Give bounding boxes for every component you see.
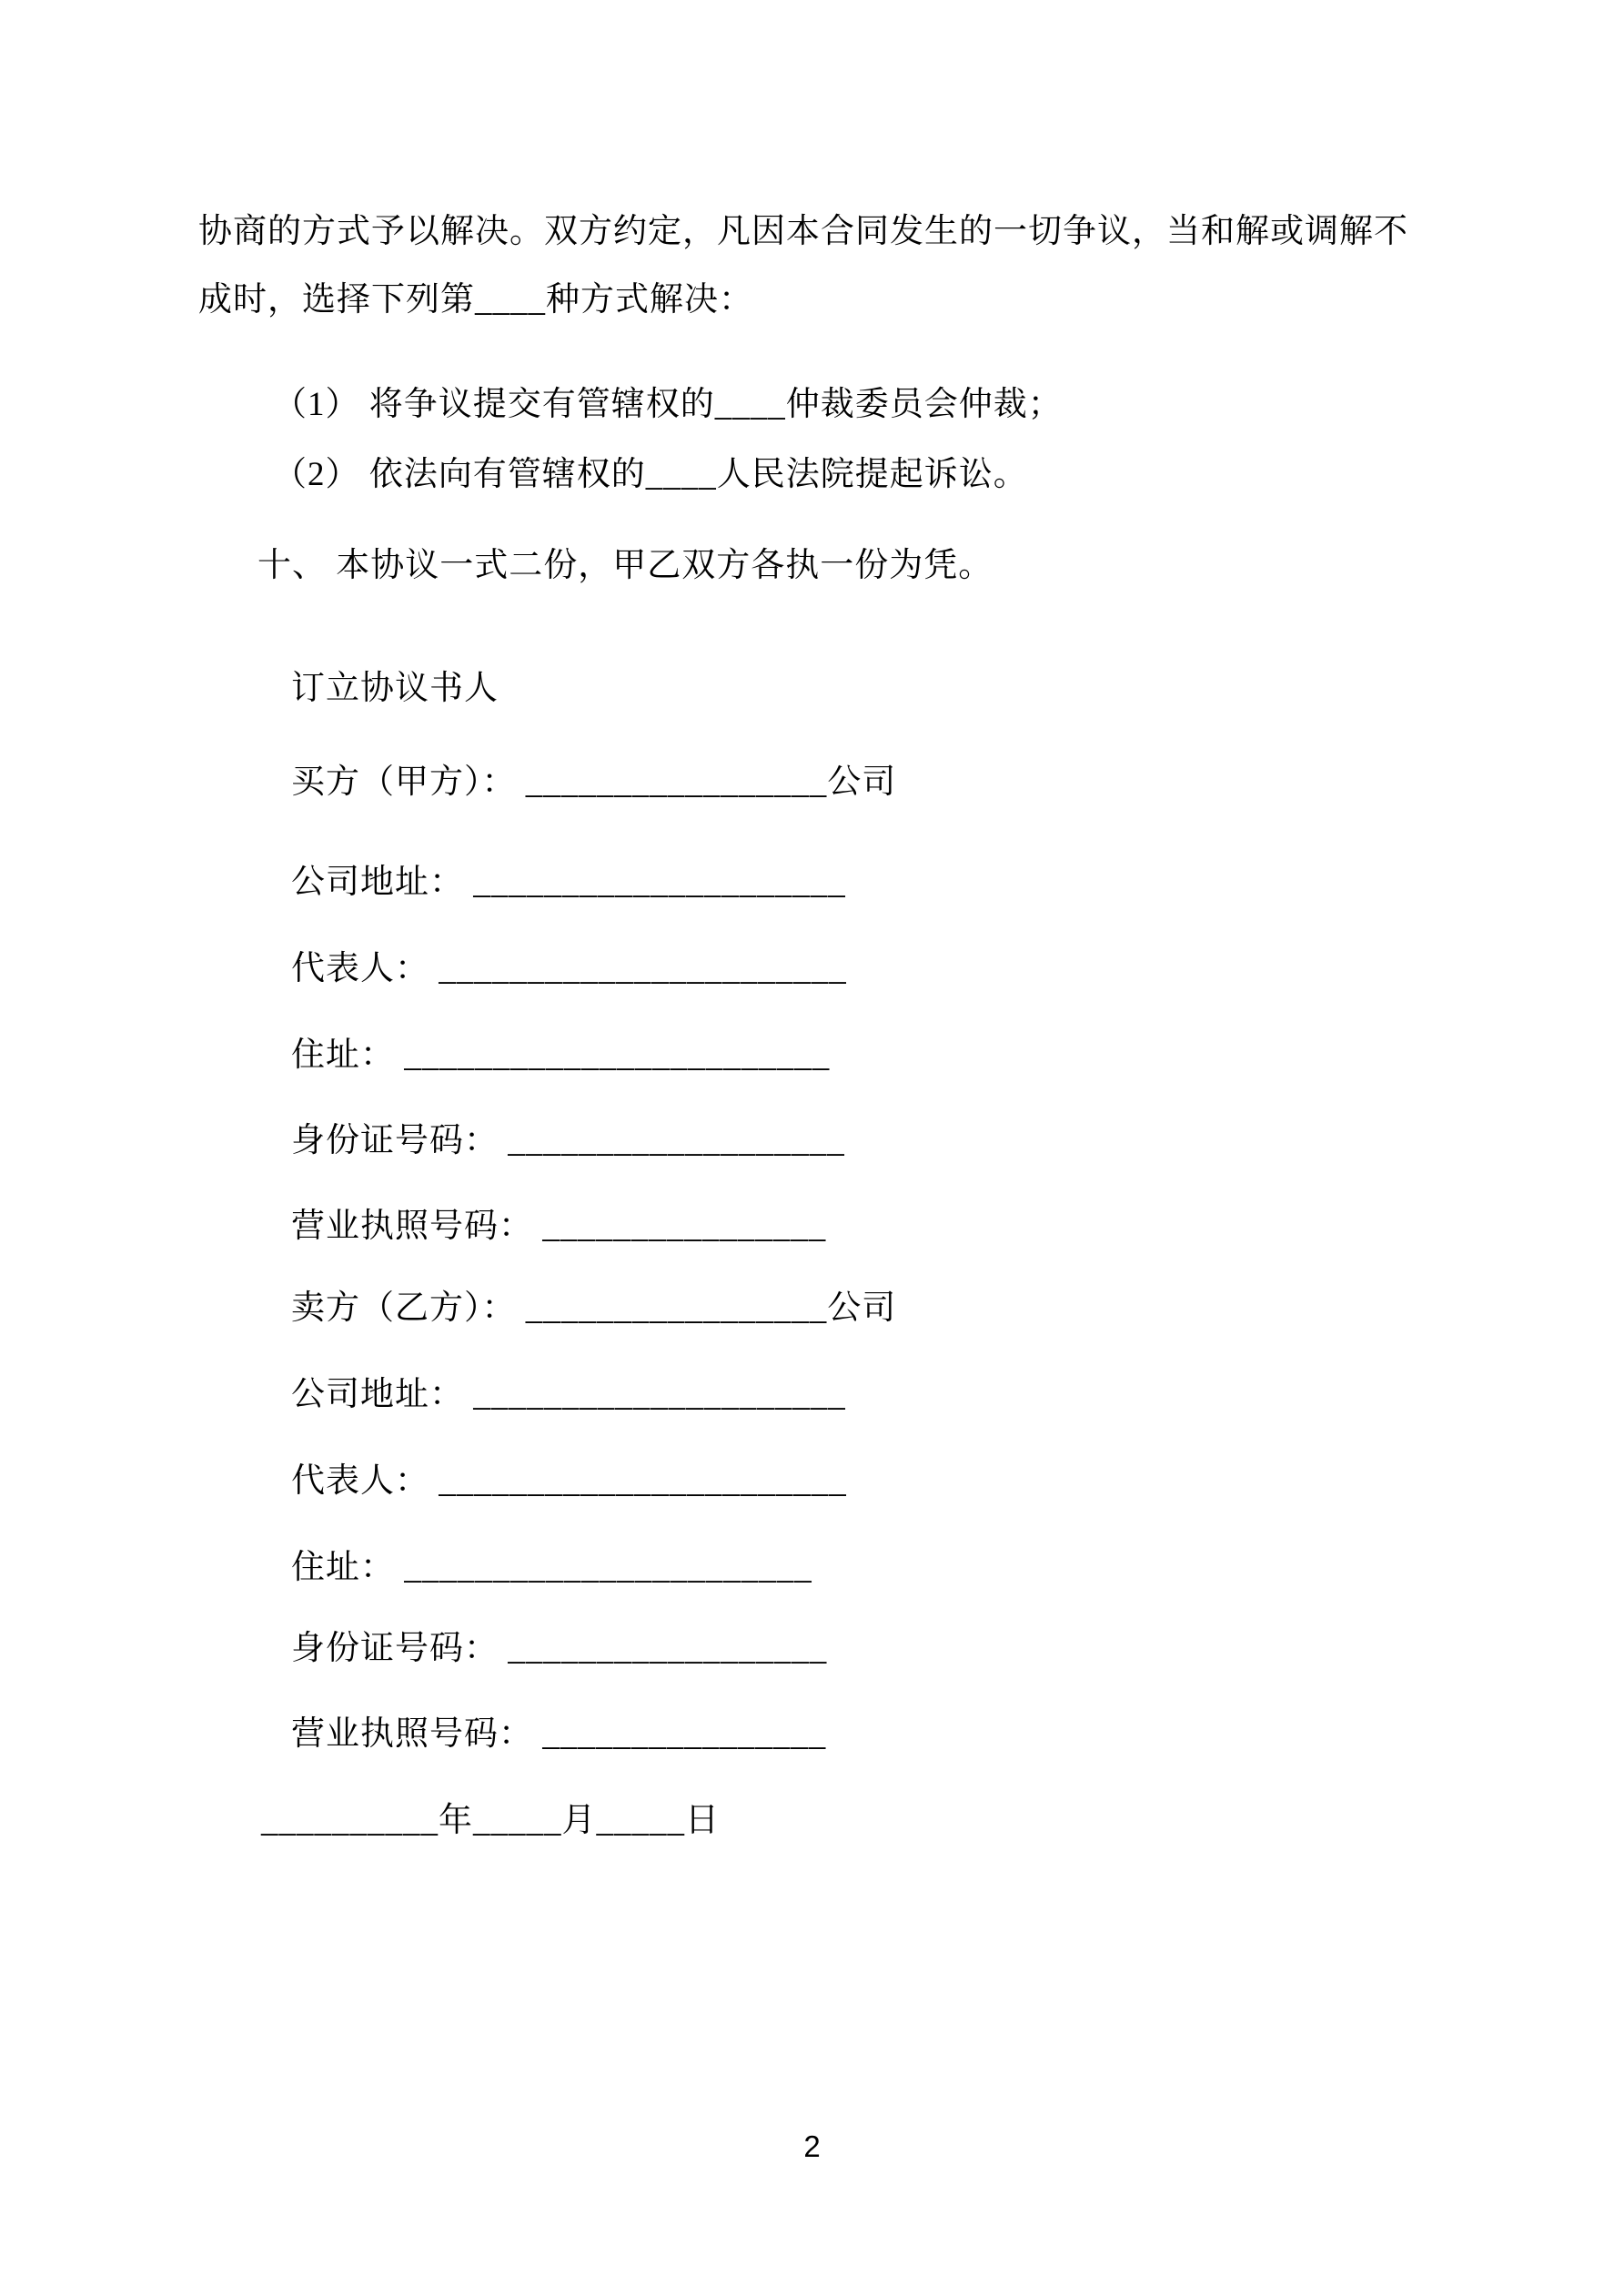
buyer-id-number-line: 身份证号码： ___________________ [291, 1122, 845, 1159]
page-number: 2 [803, 2129, 821, 2163]
date-line: __________年_____月_____日 [261, 1802, 720, 1839]
seller-party-b-line: 卖方（乙方）： _________________公司 [291, 1290, 897, 1327]
buyer-party-a-line: 买方（甲方）： _________________公司 [291, 764, 897, 801]
seller-license-number-line: 营业执照号码： ________________ [291, 1715, 827, 1753]
buyer-company-address-line: 公司地址： _____________________ [291, 864, 846, 901]
dispute-paragraph-line-2: 成时，选择下列第____种方式解决： [198, 281, 753, 319]
seller-representative-line: 代表人： _______________________ [291, 1462, 847, 1500]
buyer-residence-line: 住址： ________________________ [291, 1037, 831, 1074]
seller-id-number-line: 身份证号码： __________________ [291, 1630, 828, 1667]
clause-option-2: （2） 依法向有管辖权的____人民法院提起诉讼。 [273, 456, 1028, 493]
buyer-license-number-line: 营业执照号码： ________________ [291, 1208, 827, 1245]
clause-option-1: （1） 将争议提交有管辖权的____仲裁委员会仲裁； [273, 386, 1063, 423]
signatories-heading: 订立协议书人 [291, 670, 499, 707]
clause-ten: 十、 本协议一式二份，甲乙双方各执一份为凭。 [257, 547, 994, 584]
buyer-representative-line: 代表人： _______________________ [291, 950, 847, 987]
seller-company-address-line: 公司地址： _____________________ [291, 1376, 846, 1413]
seller-residence-line: 住址： _______________________ [291, 1549, 812, 1586]
dispute-paragraph-line-1: 协商的方式予以解决。双方约定，凡因本合同发生的一切争议，当和解或调解不 [198, 213, 1408, 250]
